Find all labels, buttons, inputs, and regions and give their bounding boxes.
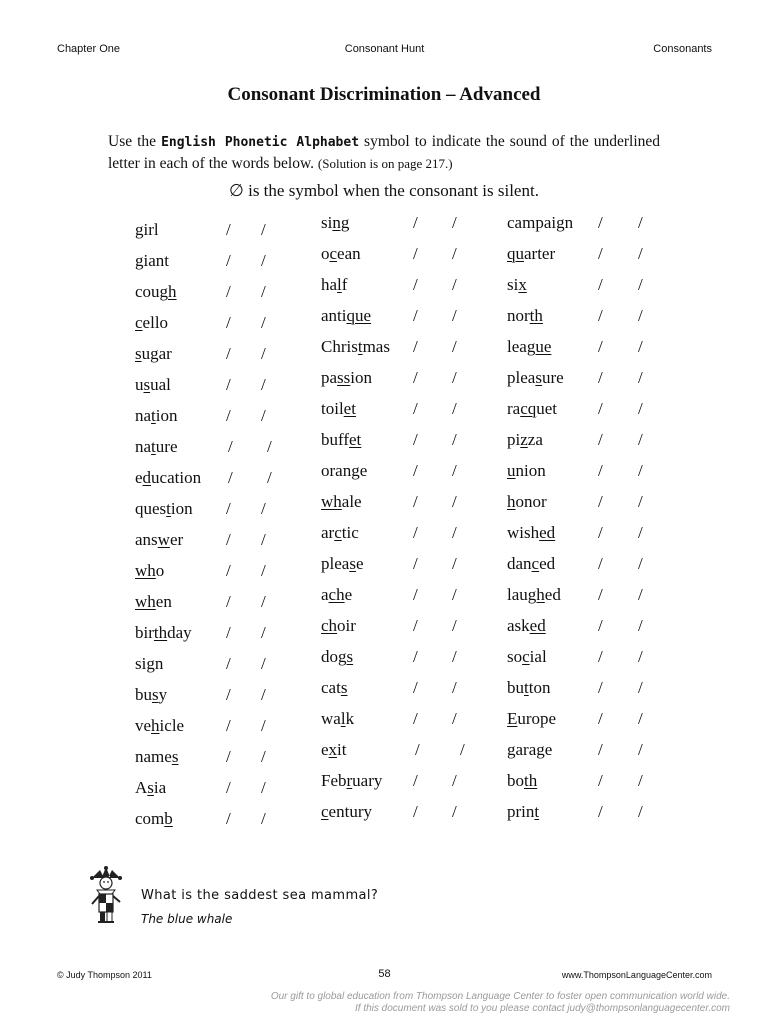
word: vehicle xyxy=(135,716,185,735)
gift-line-1: Our gift to global education from Thompson Language Center to foster open communication world wide. xyxy=(270,991,730,1002)
answer-slash-close: / xyxy=(638,616,643,635)
answer-slash-close: / xyxy=(261,406,266,425)
answer-slash-open: / xyxy=(413,585,418,604)
answer-slash-open: / xyxy=(413,399,418,418)
answer-slash-open: / xyxy=(226,375,231,394)
answer-slash-close: / xyxy=(638,337,643,356)
word: nature xyxy=(135,437,178,456)
answer-slash-close: / xyxy=(452,709,457,728)
answer-slash-close: / xyxy=(261,747,266,766)
answer-slash-close: / xyxy=(638,461,643,480)
answer-slash-close: / xyxy=(638,368,643,387)
underlined-letters: c xyxy=(522,647,530,666)
answer-slash-open: / xyxy=(598,275,603,294)
answer-slash-open: / xyxy=(598,802,603,821)
underlined-letters: ss xyxy=(337,368,351,387)
word: whale xyxy=(321,492,362,511)
answer-slash-open: / xyxy=(226,623,231,642)
word: social xyxy=(507,647,547,666)
underlined-letters: et xyxy=(343,399,356,418)
underlined-letters: s xyxy=(152,685,159,704)
word: birthday xyxy=(135,623,192,642)
word: danced xyxy=(507,554,556,573)
word: arctic xyxy=(321,523,359,542)
underlined-letters: u xyxy=(507,461,516,480)
underlined-letters: t xyxy=(151,406,156,425)
answer-slash-open: / xyxy=(413,678,418,697)
word: buffet xyxy=(321,430,362,449)
underlined-letters: ed xyxy=(529,616,546,635)
underlined-letters: g xyxy=(135,251,144,270)
word: antique xyxy=(321,306,372,325)
instructions-text-2: symbol to indicate the sound of the underlined letter in each of the words below. xyxy=(108,133,661,172)
word: league xyxy=(507,337,552,356)
word: ocean xyxy=(321,244,361,263)
answer-slash-open: / xyxy=(413,275,418,294)
answer-slash-close: / xyxy=(638,399,643,418)
answer-slash-open: / xyxy=(226,561,231,580)
underlined-letters: E xyxy=(507,709,518,728)
answer-slash-close: / xyxy=(452,306,457,325)
answer-slash-open: / xyxy=(598,399,603,418)
answer-slash-open: / xyxy=(413,430,418,449)
underlined-letters: g xyxy=(146,654,155,673)
underlined-letters: l xyxy=(340,709,346,728)
answer-slash-close: / xyxy=(452,244,457,263)
instructions-note: (Solution is on page 217.) xyxy=(317,156,453,171)
underlined-letters: s xyxy=(340,678,348,697)
word: honor xyxy=(507,492,547,511)
answer-slash-open: / xyxy=(413,492,418,511)
answer-slash-close: / xyxy=(261,220,266,239)
underlined-letters: s xyxy=(346,647,354,666)
answer-slash-open: / xyxy=(598,678,603,697)
page-title: Consonant Discrimination – Advanced xyxy=(227,84,541,105)
instructions-emphasis: English Phonetic Alphabet xyxy=(161,135,360,150)
word: union xyxy=(507,461,546,480)
word: girl xyxy=(135,220,159,239)
answer-slash-open: / xyxy=(226,747,231,766)
underlined-letters: z xyxy=(520,430,528,449)
answer-slash-close: / xyxy=(452,430,457,449)
word: when xyxy=(135,592,172,611)
answer-slash-open: / xyxy=(226,685,231,704)
answer-slash-open: / xyxy=(226,654,231,673)
answer-slash-close: / xyxy=(261,344,266,363)
word: half xyxy=(321,275,348,294)
answer-slash-close: / xyxy=(261,313,266,332)
answer-slash-close: / xyxy=(638,678,643,697)
answer-slash-open: / xyxy=(226,220,231,239)
answer-slash-open: / xyxy=(598,523,603,542)
underlined-letters: th xyxy=(153,623,168,642)
answer-slash-close: / xyxy=(460,740,465,759)
jester-icon xyxy=(86,866,126,926)
word: February xyxy=(321,771,383,790)
answer-slash-close: / xyxy=(261,499,266,518)
underlined-letters: t xyxy=(524,678,529,697)
word: Asia xyxy=(135,778,167,797)
underlined-letters: wh xyxy=(321,492,342,511)
word: busy xyxy=(135,685,168,704)
answer-slash-close: / xyxy=(261,685,266,704)
word: passion xyxy=(321,368,373,387)
underlined-letters: s xyxy=(143,375,151,394)
answer-slash-close: / xyxy=(638,554,643,573)
gift-line-2: If this document was sold to you please contact judy@thompsonlanguagecenter.com xyxy=(355,1003,730,1014)
word: usual xyxy=(135,375,171,394)
answer-slash-close: / xyxy=(638,492,643,511)
answer-slash-close: / xyxy=(452,523,457,542)
answer-slash-open: / xyxy=(413,802,418,821)
answer-slash-close: / xyxy=(452,771,457,790)
answer-slash-close: / xyxy=(452,213,457,232)
answer-slash-close: / xyxy=(261,809,266,828)
underlined-letters: c xyxy=(321,802,329,821)
answer-slash-close: / xyxy=(261,716,266,735)
silent-symbol-note: ∅ is the symbol when the consonant is silent. xyxy=(229,181,539,200)
answer-slash-close: / xyxy=(638,709,643,728)
word: campaign xyxy=(507,213,574,232)
answer-slash-open: / xyxy=(228,468,233,487)
word: orange xyxy=(321,461,368,480)
answer-slash-open: / xyxy=(598,306,603,325)
answer-slash-close: / xyxy=(261,282,266,301)
answer-slash-open: / xyxy=(413,647,418,666)
underlined-letters: cq xyxy=(520,399,537,418)
answer-slash-close: / xyxy=(261,654,266,673)
underlined-letters: x xyxy=(328,740,338,759)
answer-slash-open: / xyxy=(598,771,603,790)
underlined-letters: gh xyxy=(527,585,545,604)
answer-slash-open: / xyxy=(598,709,603,728)
underlined-letters: qu xyxy=(507,244,524,263)
answer-slash-open: / xyxy=(413,213,418,232)
answer-slash-close: / xyxy=(638,213,643,232)
answer-slash-close: / xyxy=(452,275,457,294)
underlined-letters: c xyxy=(334,523,342,542)
page-number: 58 xyxy=(378,968,391,980)
underlined-letters: s xyxy=(349,554,356,573)
answer-slash-open: / xyxy=(598,647,603,666)
underlined-letters: c xyxy=(329,244,338,263)
answer-slash-close: / xyxy=(638,430,643,449)
word: laughed xyxy=(507,585,561,604)
answer-slash-open: / xyxy=(598,461,603,480)
word: sugar xyxy=(135,344,172,363)
word: century xyxy=(321,802,372,821)
word: education xyxy=(135,468,202,487)
answer-slash-open: / xyxy=(413,523,418,542)
answer-slash-open: / xyxy=(413,306,418,325)
word: exit xyxy=(321,740,347,759)
answer-slash-open: / xyxy=(413,368,418,387)
answer-slash-close: / xyxy=(638,647,643,666)
word: question xyxy=(135,499,193,518)
word: asked xyxy=(507,616,546,635)
word: please xyxy=(321,554,364,573)
underlined-letters: w xyxy=(157,530,170,549)
answer-slash-close: / xyxy=(452,802,457,821)
header-chapter: Chapter One xyxy=(57,43,120,55)
answer-slash-open: / xyxy=(598,585,603,604)
word: cello xyxy=(135,313,169,332)
underlined-letters: x xyxy=(518,275,527,294)
answer-slash-open: / xyxy=(226,592,231,611)
answer-slash-close: / xyxy=(638,740,643,759)
answer-slash-close: / xyxy=(267,437,272,456)
underlined-letters: b xyxy=(164,809,173,828)
answer-slash-close: / xyxy=(452,461,457,480)
underlined-letters: g xyxy=(351,461,360,480)
answer-slash-close: / xyxy=(452,647,457,666)
word: dogs xyxy=(321,647,354,666)
answer-slash-close: / xyxy=(452,399,457,418)
word: racquet xyxy=(507,399,558,418)
answer-slash-close: / xyxy=(452,337,457,356)
answer-slash-open: / xyxy=(226,530,231,549)
answer-slash-close: / xyxy=(638,244,643,263)
word: toilet xyxy=(321,399,356,418)
answer-slash-open: / xyxy=(598,430,603,449)
answer-slash-close: / xyxy=(261,561,266,580)
answer-slash-close: / xyxy=(452,585,457,604)
answer-slash-open: / xyxy=(413,461,418,480)
answer-slash-close: / xyxy=(638,802,643,821)
word: Europe xyxy=(507,709,557,728)
word: six xyxy=(507,275,527,294)
word: sing xyxy=(321,213,350,232)
underlined-letters: wh xyxy=(135,592,156,611)
word: names xyxy=(135,747,179,766)
word: ache xyxy=(321,585,353,604)
underlined-letters: s xyxy=(135,344,142,363)
underlined-letters: th xyxy=(524,771,538,790)
riddle-question: What is the saddest sea mammal? xyxy=(141,888,379,903)
page-footer xyxy=(57,970,712,984)
answer-slash-open: / xyxy=(413,709,418,728)
underlined-letters: que xyxy=(346,306,372,325)
underlined-letters: s xyxy=(171,747,179,766)
answer-slash-close: / xyxy=(452,678,457,697)
word: who xyxy=(135,561,165,580)
answer-slash-close: / xyxy=(452,368,457,387)
riddle-answer: The blue whale xyxy=(141,912,233,926)
underlined-letters: gh xyxy=(159,282,177,301)
answer-slash-open: / xyxy=(228,437,233,456)
answer-slash-open: / xyxy=(598,337,603,356)
word: garage xyxy=(507,740,553,759)
answer-slash-open: / xyxy=(598,740,603,759)
word: giant xyxy=(135,251,169,270)
answer-slash-close: / xyxy=(452,554,457,573)
answer-slash-open: / xyxy=(413,337,418,356)
underlined-letters: c xyxy=(135,313,143,332)
underlined-letters: th xyxy=(529,306,543,325)
word: answer xyxy=(135,530,184,549)
underlined-letters: ed xyxy=(539,523,556,542)
underlined-letters: g xyxy=(135,220,144,239)
word: quarter xyxy=(507,244,556,263)
answer-slash-close: / xyxy=(638,771,643,790)
word: Christmas xyxy=(321,337,390,356)
page-header xyxy=(57,43,712,59)
answer-slash-close: / xyxy=(261,530,266,549)
answer-slash-open: / xyxy=(226,282,231,301)
word: north xyxy=(507,306,543,325)
answer-slash-open: / xyxy=(413,616,418,635)
word: choir xyxy=(321,616,356,635)
riddle xyxy=(141,888,379,926)
answer-slash-close: / xyxy=(638,523,643,542)
word: cats xyxy=(321,678,348,697)
header-section: Consonant Hunt xyxy=(344,43,425,55)
answer-slash-close: / xyxy=(638,275,643,294)
underlined-letters: ch xyxy=(328,585,345,604)
footer-copyright: © Judy Thompson 2011 xyxy=(57,970,152,980)
answer-slash-open: / xyxy=(226,406,231,425)
word: both xyxy=(507,771,538,790)
word: sign xyxy=(135,654,164,673)
answer-slash-close: / xyxy=(267,468,272,487)
underlined-letters: gue xyxy=(526,337,552,356)
underlined-letters: t xyxy=(151,437,156,456)
underlined-letters: l xyxy=(337,275,342,294)
answer-slash-close: / xyxy=(261,375,266,394)
answer-slash-open: / xyxy=(598,213,603,232)
answer-slash-close: / xyxy=(638,306,643,325)
word: pleasure xyxy=(507,368,564,387)
word: print xyxy=(507,802,540,821)
word: walk xyxy=(321,709,355,728)
word: comb xyxy=(135,809,173,828)
underlined-letters: wh xyxy=(135,561,156,580)
answer-slash-close: / xyxy=(261,251,266,270)
answer-slash-open: / xyxy=(413,771,418,790)
answer-slash-open: / xyxy=(598,492,603,511)
underlined-letters: g xyxy=(556,213,565,232)
answer-slash-open: / xyxy=(598,244,603,263)
gift-notice xyxy=(271,991,730,1015)
answer-slash-open: / xyxy=(413,554,418,573)
answer-slash-open: / xyxy=(226,809,231,828)
answer-slash-close: / xyxy=(638,585,643,604)
answer-slash-open: / xyxy=(226,499,231,518)
underlined-letters: g xyxy=(536,740,545,759)
underlined-letters: r xyxy=(346,771,353,790)
underlined-letters: t xyxy=(357,337,363,356)
underlined-letters: et xyxy=(349,430,362,449)
answer-slash-open: / xyxy=(415,740,420,759)
underlined-letters: h xyxy=(507,492,516,511)
answer-slash-open: / xyxy=(413,244,418,263)
word: button xyxy=(507,678,551,697)
answer-slash-open: / xyxy=(226,344,231,363)
underlined-letters: s xyxy=(147,778,154,797)
answer-slash-open: / xyxy=(226,778,231,797)
underlined-letters: h xyxy=(151,716,160,735)
word: wished xyxy=(507,523,556,542)
answer-slash-close: / xyxy=(261,778,266,797)
underlined-letters: s xyxy=(535,368,542,387)
answer-slash-close: / xyxy=(452,492,457,511)
footer-website: www.ThompsonLanguageCenter.com xyxy=(561,970,712,980)
underlined-letters: ng xyxy=(332,213,350,232)
word: cough xyxy=(135,282,177,301)
underlined-letters: ch xyxy=(321,616,338,635)
underlined-letters: d xyxy=(142,468,152,487)
answer-slash-close: / xyxy=(261,623,266,642)
underlined-letters: c xyxy=(531,554,540,573)
answer-slash-open: / xyxy=(226,313,231,332)
underlined-letters: t xyxy=(166,499,171,518)
answer-slash-open: / xyxy=(598,616,603,635)
answer-slash-open: / xyxy=(226,716,231,735)
answer-slash-open: / xyxy=(598,554,603,573)
word: nation xyxy=(135,406,178,425)
answer-slash-close: / xyxy=(261,592,266,611)
answer-slash-open: / xyxy=(226,251,231,270)
underlined-letters: t xyxy=(534,802,540,821)
answer-slash-close: / xyxy=(452,616,457,635)
answer-slash-open: / xyxy=(598,368,603,387)
instructions xyxy=(108,131,660,174)
header-topic: Consonants xyxy=(653,43,712,55)
word: pizza xyxy=(507,430,543,449)
instructions-text-1: Use the xyxy=(108,133,162,150)
